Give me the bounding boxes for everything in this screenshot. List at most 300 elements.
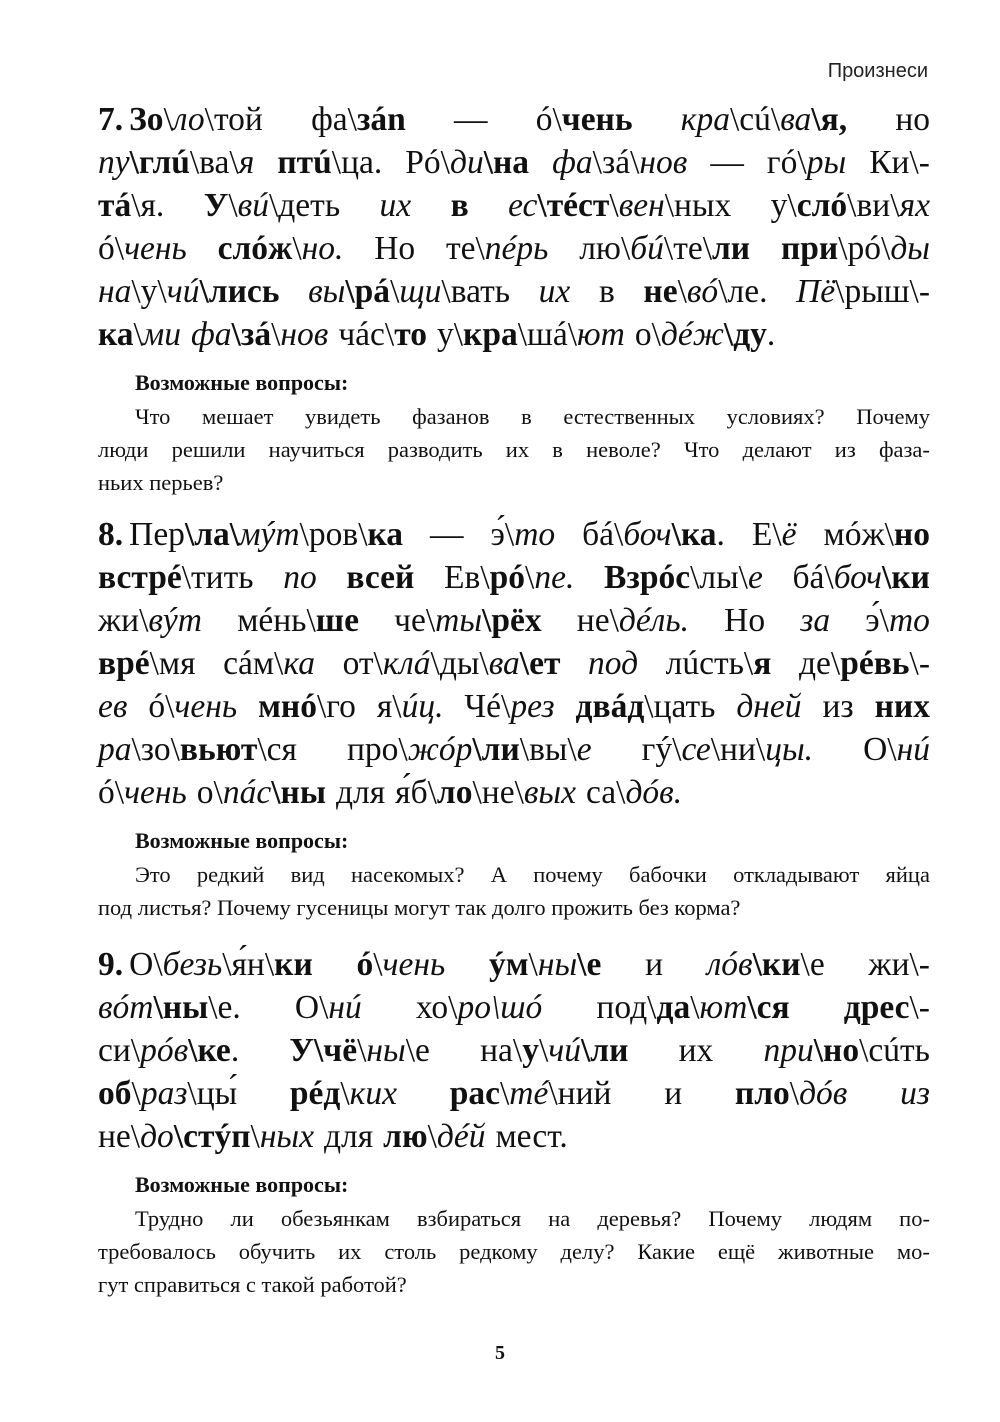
segment: сáм\ bbox=[223, 645, 284, 682]
text-line bbox=[98, 728, 930, 771]
segment: рó bbox=[489, 559, 526, 596]
segment: си\ bbox=[98, 1032, 141, 1069]
segment: ми bbox=[142, 316, 181, 353]
segment: \ bbox=[789, 1075, 800, 1112]
segment: их bbox=[379, 187, 412, 224]
segment: врé bbox=[98, 645, 150, 682]
segment: ó\ bbox=[98, 774, 125, 811]
text-line bbox=[98, 313, 930, 356]
text-line bbox=[98, 943, 930, 986]
word bbox=[283, 556, 317, 599]
segment: чáс\ bbox=[338, 316, 395, 353]
word bbox=[491, 513, 556, 556]
segment: то bbox=[394, 316, 427, 353]
segment: \тéст bbox=[537, 187, 610, 224]
segment: ó bbox=[356, 946, 374, 983]
segment: ных bbox=[259, 1118, 314, 1155]
segment: из bbox=[900, 1075, 930, 1112]
segment: ют bbox=[577, 316, 625, 353]
segment: \сú\ bbox=[729, 101, 781, 138]
segment: Но bbox=[724, 602, 766, 639]
word bbox=[796, 270, 930, 313]
segment: \ bbox=[340, 1075, 350, 1112]
segment: вьют bbox=[179, 731, 258, 768]
segment: \рыш\- bbox=[835, 273, 930, 310]
segment: \ла\ bbox=[184, 516, 240, 553]
word bbox=[377, 685, 444, 728]
segment: ях bbox=[899, 187, 930, 224]
question-line: Что мешает увидеть фазанов в естественных условиях? Почему bbox=[135, 404, 930, 429]
segment: ки bbox=[274, 946, 313, 983]
segment: ны bbox=[366, 1032, 406, 1069]
word bbox=[395, 771, 576, 814]
word bbox=[356, 943, 445, 986]
segment: и bbox=[664, 1075, 683, 1112]
segment: мóж\ bbox=[823, 516, 894, 553]
word bbox=[679, 1029, 714, 1072]
segment: гý\ bbox=[641, 731, 682, 768]
segment: чень bbox=[124, 230, 187, 267]
segment: \вать bbox=[441, 273, 511, 310]
word bbox=[98, 599, 202, 642]
segment: лю\ bbox=[579, 230, 631, 267]
segment: под bbox=[588, 645, 639, 682]
text-line bbox=[98, 599, 930, 642]
word bbox=[707, 943, 825, 986]
word bbox=[464, 685, 554, 728]
segment: те\ bbox=[445, 230, 485, 267]
segment: нов bbox=[639, 144, 688, 181]
word bbox=[489, 943, 601, 986]
word bbox=[98, 685, 127, 728]
segment: чень bbox=[124, 774, 187, 811]
segment: но. bbox=[301, 230, 344, 267]
word bbox=[767, 141, 846, 184]
question-line: Трудно ли обезьянкам взбираться на деревья? Почему людям по- bbox=[135, 1206, 930, 1231]
segment: \ bbox=[690, 989, 700, 1026]
word bbox=[454, 98, 488, 141]
word bbox=[98, 642, 196, 685]
segment: \ке bbox=[188, 1032, 231, 1069]
question-line: Это редкий вид насекомых? А почему бабочки откладывают яйца bbox=[135, 862, 930, 887]
segment: Взрóс bbox=[604, 559, 691, 596]
segment: ло bbox=[172, 101, 205, 138]
word bbox=[295, 986, 362, 1029]
segment: при bbox=[780, 230, 839, 267]
segment: по bbox=[283, 559, 317, 596]
word bbox=[771, 184, 930, 227]
segment: \- bbox=[909, 645, 930, 682]
segment: ро bbox=[457, 989, 491, 1026]
word bbox=[98, 1029, 239, 1072]
word bbox=[800, 599, 830, 642]
segment: \стýп bbox=[173, 1118, 251, 1155]
word bbox=[347, 728, 592, 771]
segment: гó\ bbox=[766, 144, 807, 181]
segment: ка bbox=[98, 316, 134, 353]
segment: у\ bbox=[436, 316, 464, 353]
segment: О\ bbox=[863, 731, 897, 768]
segment: не bbox=[643, 273, 678, 310]
segment: \не\ bbox=[472, 774, 524, 811]
word bbox=[416, 986, 542, 1029]
word bbox=[277, 141, 382, 184]
segment: \рёх bbox=[482, 602, 542, 639]
word bbox=[311, 98, 406, 141]
word bbox=[781, 227, 930, 270]
segment: \ны bbox=[153, 989, 209, 1026]
questions-text bbox=[98, 400, 930, 499]
segment: на\ bbox=[480, 1032, 523, 1069]
segment: \ний bbox=[548, 1075, 612, 1112]
segment: \ли bbox=[472, 731, 520, 768]
segment: \- bbox=[909, 989, 930, 1026]
segment: за bbox=[800, 602, 831, 639]
segment: \я, bbox=[811, 101, 848, 138]
segment: от\ bbox=[342, 645, 383, 682]
running-header: Произнеси bbox=[827, 60, 928, 82]
word bbox=[480, 1029, 628, 1072]
text-line bbox=[98, 685, 930, 728]
word bbox=[343, 642, 561, 685]
page-number: 5 bbox=[495, 1342, 505, 1364]
segment: е bbox=[576, 731, 592, 768]
segment: ó\ bbox=[148, 688, 175, 725]
segment: ло bbox=[436, 774, 473, 811]
segment: нú bbox=[328, 989, 362, 1026]
segment: ё bbox=[781, 516, 797, 553]
word bbox=[875, 685, 930, 728]
word bbox=[98, 1115, 314, 1158]
word bbox=[451, 184, 469, 227]
word bbox=[405, 141, 529, 184]
segment: О\ bbox=[294, 989, 329, 1026]
segment: безь bbox=[162, 946, 223, 983]
segment: \зá\ bbox=[592, 144, 640, 181]
segment: \тить bbox=[181, 559, 254, 596]
questions-text bbox=[98, 858, 930, 924]
segment: \у\ bbox=[131, 273, 167, 310]
text-line bbox=[98, 1072, 930, 1115]
word bbox=[579, 227, 750, 270]
exercise-number: 7. bbox=[98, 101, 124, 138]
word bbox=[645, 943, 663, 986]
segment: Чé\ bbox=[464, 688, 511, 725]
word bbox=[98, 513, 403, 556]
word bbox=[635, 313, 775, 356]
word bbox=[604, 556, 763, 599]
segment: \деть bbox=[268, 187, 341, 224]
segment: да bbox=[656, 989, 691, 1026]
segment: \ bbox=[250, 1118, 260, 1155]
segment: Е\ bbox=[751, 516, 782, 553]
segment: слó bbox=[796, 187, 848, 224]
segment: ди bbox=[450, 144, 484, 181]
segment: ó\ bbox=[98, 230, 125, 267]
segment: боч bbox=[833, 559, 883, 596]
segment: О\ bbox=[129, 946, 163, 983]
word bbox=[98, 313, 181, 356]
segment: \я́н\ bbox=[222, 946, 275, 983]
segment: но bbox=[895, 101, 930, 138]
segment: \шá\ bbox=[517, 316, 578, 353]
segment: кра bbox=[463, 316, 518, 353]
segment: \ка bbox=[671, 516, 717, 553]
segment: се bbox=[681, 731, 711, 768]
exercise-7 bbox=[98, 98, 930, 499]
word bbox=[863, 728, 930, 771]
segment: ва bbox=[780, 101, 812, 138]
segment: \ bbox=[528, 946, 538, 983]
segment: нов bbox=[280, 316, 329, 353]
segment: \ bbox=[131, 1075, 141, 1112]
segment: \го bbox=[316, 688, 356, 725]
text-line bbox=[98, 513, 930, 556]
word bbox=[793, 556, 930, 599]
segment: вú bbox=[237, 187, 269, 224]
segment: хо\ bbox=[415, 989, 458, 1026]
word bbox=[508, 184, 731, 227]
exercise-text bbox=[98, 943, 930, 1158]
exercise-text bbox=[98, 98, 930, 356]
segment: \ся bbox=[257, 731, 297, 768]
text-line bbox=[98, 98, 930, 141]
segment: \цы́ bbox=[187, 1075, 238, 1112]
segment: чень bbox=[382, 946, 446, 983]
segment: \на bbox=[483, 144, 530, 181]
exercise-number: 8. bbox=[98, 516, 124, 553]
segment: рéвь bbox=[840, 645, 910, 682]
word bbox=[430, 513, 464, 556]
segment: лúсть\ bbox=[665, 645, 754, 682]
word bbox=[383, 1115, 485, 1158]
word bbox=[799, 642, 930, 685]
word bbox=[869, 141, 930, 184]
segment: де\ bbox=[798, 645, 841, 682]
segment: для bbox=[324, 1118, 374, 1155]
segment: то bbox=[514, 516, 556, 553]
segment: \я. bbox=[131, 187, 165, 224]
word bbox=[710, 141, 744, 184]
segment: \глú bbox=[129, 144, 190, 181]
word bbox=[290, 1072, 397, 1115]
segment: тá bbox=[98, 187, 132, 224]
segment: Рó\ bbox=[405, 144, 450, 181]
segment: об bbox=[98, 1075, 132, 1112]
segment: са\ bbox=[586, 774, 626, 811]
segment: жóр bbox=[407, 731, 473, 768]
segment: Зо bbox=[129, 101, 164, 138]
word bbox=[664, 1072, 682, 1115]
word bbox=[643, 270, 767, 313]
segment: то bbox=[888, 602, 930, 639]
segment: Пер bbox=[129, 516, 185, 553]
word bbox=[844, 986, 930, 1029]
segment: щи bbox=[399, 273, 442, 310]
segment: чень bbox=[174, 688, 238, 725]
segment: бá\ bbox=[792, 559, 834, 596]
word bbox=[576, 685, 716, 728]
segment: и bbox=[645, 946, 663, 983]
segment: \ли bbox=[580, 1032, 629, 1069]
segment: \ bbox=[609, 187, 619, 224]
segment: в bbox=[450, 187, 469, 224]
word bbox=[446, 227, 548, 270]
word bbox=[98, 270, 279, 313]
exercise-8 bbox=[98, 513, 930, 924]
segment: \рó\ bbox=[838, 230, 891, 267]
segment: У bbox=[203, 187, 229, 224]
segment: мнó bbox=[258, 688, 317, 725]
segment: фа bbox=[552, 144, 593, 181]
segment: \ bbox=[677, 273, 687, 310]
text-line bbox=[98, 227, 930, 270]
word bbox=[536, 98, 633, 141]
segment: кра bbox=[680, 101, 730, 138]
segment: \е. bbox=[208, 989, 241, 1026]
segment: Пё bbox=[796, 273, 836, 310]
segment: рез bbox=[510, 688, 555, 725]
segment: пло bbox=[734, 1075, 790, 1112]
segment: пе. bbox=[534, 559, 575, 596]
word bbox=[308, 270, 510, 313]
word bbox=[218, 227, 344, 270]
segment: ес bbox=[508, 187, 538, 224]
word bbox=[735, 1072, 847, 1115]
word bbox=[900, 1072, 930, 1115]
segment: зán bbox=[356, 101, 406, 138]
segment: не\ bbox=[98, 1118, 141, 1155]
segment: их bbox=[678, 1032, 714, 1069]
word bbox=[98, 141, 254, 184]
segment: ны bbox=[537, 946, 578, 983]
segment: ды bbox=[890, 230, 930, 267]
questions-heading: Возможные вопросы: bbox=[135, 370, 349, 395]
segment: . bbox=[716, 516, 725, 553]
segment: . bbox=[230, 1032, 240, 1069]
segment: цы. bbox=[765, 731, 814, 768]
segment: \вы\ bbox=[519, 731, 577, 768]
word bbox=[763, 1029, 929, 1072]
word bbox=[324, 1115, 373, 1158]
word bbox=[824, 513, 930, 556]
questions-heading: Возможные вопросы: bbox=[135, 1172, 349, 1197]
word bbox=[336, 771, 385, 814]
segment: дóв bbox=[799, 1075, 848, 1112]
segment: úц. bbox=[401, 688, 444, 725]
segment: \ bbox=[499, 1075, 510, 1112]
exercise-text bbox=[98, 513, 930, 814]
word bbox=[374, 227, 415, 270]
word bbox=[394, 599, 541, 642]
segment: ó\ bbox=[535, 101, 562, 138]
segment: рéд bbox=[289, 1075, 341, 1112]
segment: — bbox=[454, 101, 488, 138]
segment: них bbox=[874, 688, 930, 725]
segment: у bbox=[522, 1032, 539, 1069]
word bbox=[724, 599, 765, 642]
question-line: требовалось обучить их столь редкому делу? Какие ещё животные мо- bbox=[98, 1239, 930, 1264]
segment: \ bbox=[133, 316, 143, 353]
segment: я bbox=[238, 144, 255, 181]
segment: чё bbox=[323, 1032, 358, 1069]
segment: — bbox=[430, 516, 464, 553]
text-line bbox=[98, 184, 930, 227]
word bbox=[868, 943, 930, 986]
segment: \ bbox=[228, 187, 238, 224]
text-line bbox=[98, 642, 930, 685]
segment: чú bbox=[166, 273, 200, 310]
word bbox=[450, 1072, 612, 1115]
segment: вых bbox=[523, 774, 576, 811]
segment: вен bbox=[618, 187, 665, 224]
segment: \ва\ bbox=[189, 144, 239, 181]
segment: рас bbox=[449, 1075, 500, 1112]
segment: \зá bbox=[231, 316, 272, 353]
segment: дéй bbox=[436, 1118, 486, 1155]
segment: я\ bbox=[376, 688, 402, 725]
segment: ва bbox=[488, 645, 520, 682]
word bbox=[666, 642, 772, 685]
segment: \рá bbox=[345, 273, 391, 310]
segment: Ки\- bbox=[869, 144, 930, 181]
segment: \ни\ bbox=[710, 731, 766, 768]
segment: пéрь bbox=[484, 230, 549, 267]
word bbox=[346, 556, 414, 599]
segment: Но bbox=[374, 230, 416, 267]
word bbox=[191, 313, 328, 356]
questions-heading: Возможные вопросы: bbox=[135, 828, 349, 853]
segment: лóв bbox=[706, 946, 753, 983]
word bbox=[98, 986, 241, 1029]
segment: \ны bbox=[271, 774, 326, 811]
segment: дóв. bbox=[625, 774, 683, 811]
segment: но bbox=[893, 516, 930, 553]
segment: \ bbox=[163, 101, 173, 138]
segment: \ bbox=[357, 1032, 367, 1069]
segment: лю bbox=[383, 1118, 428, 1155]
word bbox=[338, 313, 427, 356]
segment: не\ bbox=[576, 602, 619, 639]
word bbox=[444, 556, 574, 599]
segment: я́б\ bbox=[395, 774, 437, 811]
question-line: люди решили научиться разводить их в неволе? Что делают из фаза- bbox=[98, 437, 930, 462]
segment: \е bbox=[800, 946, 825, 983]
segment: в bbox=[598, 273, 615, 310]
segment: \ bbox=[373, 946, 383, 983]
segment: \ bbox=[390, 273, 400, 310]
text-line bbox=[98, 771, 930, 814]
segment: ют bbox=[699, 989, 748, 1026]
segment: \ки bbox=[752, 946, 801, 983]
segment: \мя bbox=[149, 645, 196, 682]
segment: вó bbox=[686, 273, 719, 310]
segment: \ет bbox=[519, 645, 561, 682]
exercise-9 bbox=[98, 943, 930, 1301]
segment: слóж bbox=[217, 230, 293, 267]
segment: ры bbox=[806, 144, 847, 181]
segment: \ду bbox=[723, 316, 767, 353]
word bbox=[437, 313, 625, 356]
segment: \е bbox=[577, 946, 602, 983]
word bbox=[495, 1115, 567, 1158]
word bbox=[588, 642, 638, 685]
segment: дéж bbox=[660, 316, 724, 353]
segment: ка bbox=[283, 645, 315, 682]
word bbox=[822, 685, 853, 728]
question-line: под листья? Почему гусеницы могут так долго прожить без корма? bbox=[98, 895, 741, 920]
segment: ра bbox=[98, 731, 132, 768]
